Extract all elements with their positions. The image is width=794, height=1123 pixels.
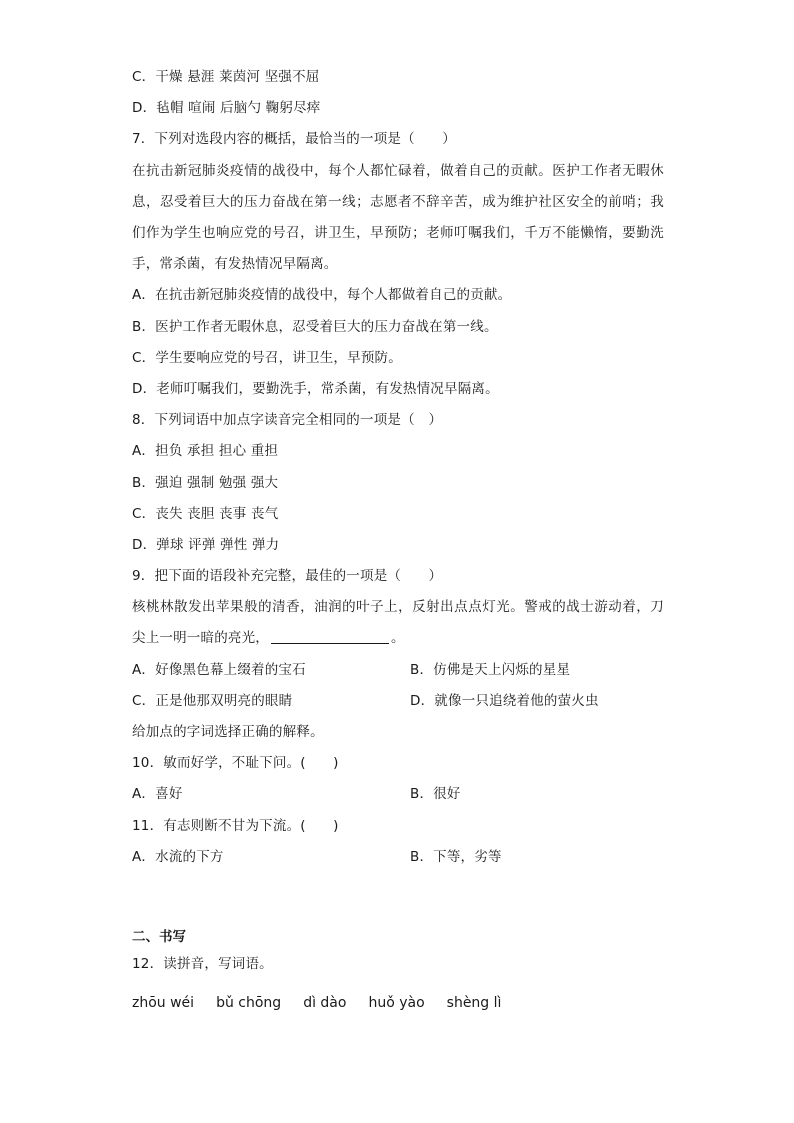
- q8-option-c: C．丧失 丧胆 丧事 丧气: [132, 505, 279, 522]
- pinyin-list: [132, 988, 664, 1018]
- q9-options-row-1: [132, 655, 664, 686]
- q9-option-a: A．好像黑色幕上缀着的宝石: [132, 661, 306, 678]
- q10-option-b: B．很好: [410, 786, 461, 803]
- q9-passage: [132, 592, 664, 654]
- q11-stem: 11．有志则断不甘为下流。( ): [132, 817, 339, 834]
- q6-option-d: D．毡帽 喧闹 后脑勺 鞠躬尽瘁: [132, 100, 321, 117]
- q12-stem: 12．读拼音，写词语。: [132, 955, 273, 972]
- section-gap: [132, 873, 664, 925]
- q7-option-a: A．在抗击新冠肺炎疫情的战役中，每个人都做着自己的贡献。: [132, 287, 512, 304]
- q8-option-d: D．弹球 评弹 弹性 弹力: [132, 536, 280, 553]
- q7-option-b: B．医护工作者无暇休息，忍受着巨大的压力奋战在第一线。: [132, 318, 498, 335]
- q8-stem: 8．下列词语中加点字读音完全相同的一项是（ ）: [132, 412, 443, 429]
- pinyin-item: bǔ chōng: [216, 995, 282, 1012]
- pinyin-item: zhōu wéi: [132, 995, 195, 1012]
- q7-stem: 7．下列对选段内容的概括，最恰当的一项是（ ）: [132, 131, 456, 148]
- q11-option-b: B．下等，劣等: [410, 848, 502, 865]
- q10-options: [132, 779, 664, 810]
- q8-option-a: A．担负 承担 担心 重担: [132, 443, 279, 460]
- q9-option-d: D．就像一只追绕着他的萤火虫: [410, 692, 599, 709]
- q9-passage-text: 核桃林散发出苹果般的清香，油润的叶子上，反射出点点灯光。警戒的战士游动着，刀尖上一明一暗的亮光，: [132, 599, 664, 647]
- q10-stem: 10．敏而好学，不耻下问。( ): [132, 755, 339, 772]
- q6-option-c: C．干燥 悬涯 莱茵河 坚强不屈: [132, 69, 320, 85]
- q7-passage: 在抗击新冠肺炎疫情的战役中，每个人都忙碌着，做着自己的贡献。医护工作者无暇休息，忍受着巨大的压力奋战在第一线；志愿者不辞辛苦，成为维护社区安全的前哨；我们作为学生也响应党的号召，讲卫生，早预防；老师叮嘱我们，千万不能懒惰，要勤洗手，常杀菌，有发热情况早隔离。: [132, 162, 664, 273]
- pinyin-item: shèng lì: [446, 995, 502, 1012]
- q7-option-d: D．老师叮嘱我们，要勤洗手，常杀菌，有发热情况早隔离。: [132, 380, 499, 397]
- q9-option-b: B．仿佛是天上闪烁的星星: [410, 661, 571, 678]
- exam-page: [132, 62, 664, 1018]
- q11-option-a: A．水流的下方: [132, 848, 224, 865]
- pinyin-item: huǒ yào: [368, 995, 425, 1012]
- q10-option-a: A．喜好: [132, 786, 183, 803]
- q11-options: [132, 842, 664, 873]
- q9-passage-end: 。: [391, 630, 405, 647]
- q9-option-c: C．正是他那双明亮的眼睛: [132, 692, 293, 709]
- q7-option-c: C．学生要响应党的号召，讲卫生，早预防。: [132, 349, 402, 366]
- q8-option-b: B．强迫 强制 勉强 强大: [132, 474, 279, 491]
- q9-stem: 9．把下面的语段补充完整，最佳的一项是（ ）: [132, 568, 443, 585]
- pinyin-item: dì dào: [303, 995, 347, 1012]
- section-title: 二、书写: [132, 928, 186, 945]
- answer-blank[interactable]: [271, 629, 389, 644]
- q9-options-row-2: [132, 686, 664, 717]
- instruction-text: 给加点的字词选择正确的解释。: [132, 724, 324, 741]
